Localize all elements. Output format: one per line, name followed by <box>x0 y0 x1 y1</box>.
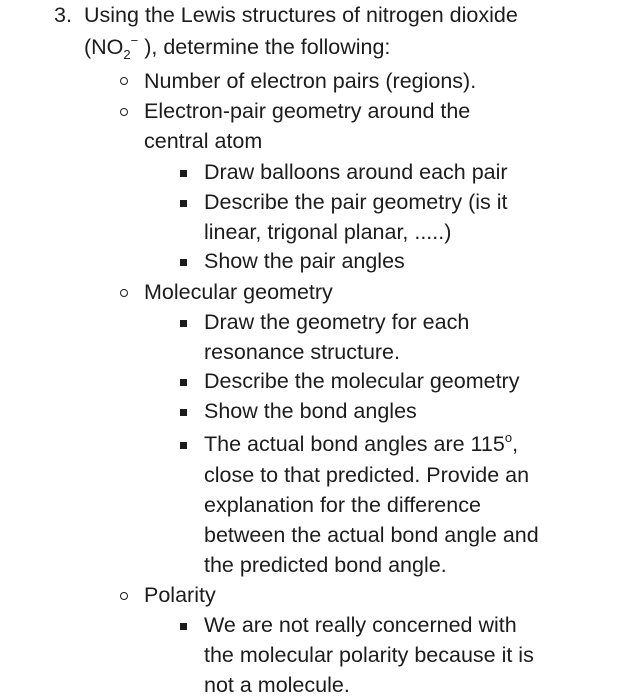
item-molecular-geometry: Molecular geometry <box>144 280 333 304</box>
item-describe-pair-line-1: Describe the pair geometry (is it <box>204 190 508 214</box>
question-number: 3. <box>54 3 72 27</box>
item-actual-angles-line-4: between the actual bond angle and <box>204 523 539 547</box>
item-describe-molecular: Describe the molecular geometry <box>204 369 520 393</box>
formula-superscript: − <box>130 33 139 48</box>
item-describe-pair-line-2: linear, trigonal planar, .....) <box>204 220 452 244</box>
item-actual-angles-line-2: close to that predicted. Provide an <box>204 463 530 487</box>
item-draw-geometry-line-1: Draw the geometry for each <box>204 310 470 334</box>
question-line-2 <box>84 32 390 62</box>
item-polarity-note-line-2: the molecular polarity because it is <box>204 643 534 667</box>
item-draw-geometry-line-2: resonance structure. <box>204 340 400 364</box>
formula-subscript: 2 <box>123 47 131 62</box>
item-actual-angles-line-3: explanation for the difference <box>204 493 481 517</box>
square-bullet-icon <box>180 200 187 207</box>
item-pair-geometry-line-2: central atom <box>144 129 263 153</box>
item-polarity: Polarity <box>144 583 216 607</box>
square-bullet-icon <box>180 409 187 416</box>
square-bullet-icon <box>180 170 187 177</box>
item-pair-angles: Show the pair angles <box>204 249 405 273</box>
question-line-1: Using the Lewis structures of nitrogen dioxide <box>84 3 518 27</box>
item-actual-angles-line-1 <box>204 429 518 459</box>
actual-angles-text: The actual bond angles are 115 <box>204 432 505 456</box>
formula-close: ), determine the following: <box>138 35 391 59</box>
square-bullet-icon <box>180 623 187 630</box>
square-bullet-icon <box>180 442 187 449</box>
item-bond-angles: Show the bond angles <box>204 399 417 423</box>
item-balloons: Draw balloons around each pair <box>204 160 508 184</box>
actual-angles-comma: , <box>512 432 519 456</box>
hollow-bullet-icon <box>120 108 128 116</box>
degree-mark: o <box>504 430 513 445</box>
item-pair-geometry-line-1: Electron-pair geometry around the <box>144 99 471 123</box>
formula-open: (NO <box>84 35 124 59</box>
square-bullet-icon <box>180 259 187 266</box>
square-bullet-icon <box>180 379 187 386</box>
item-actual-angles-line-5: the predicted bond angle. <box>204 553 447 577</box>
hollow-bullet-icon <box>120 77 128 85</box>
item-pairs-count: Number of electron pairs (regions). <box>144 69 477 93</box>
hollow-bullet-icon <box>120 289 128 297</box>
square-bullet-icon <box>180 320 187 327</box>
hollow-bullet-icon <box>120 592 128 600</box>
item-polarity-note-line-3: not a molecule. <box>204 673 350 697</box>
item-polarity-note-line-1: We are not really concerned with <box>204 613 517 637</box>
